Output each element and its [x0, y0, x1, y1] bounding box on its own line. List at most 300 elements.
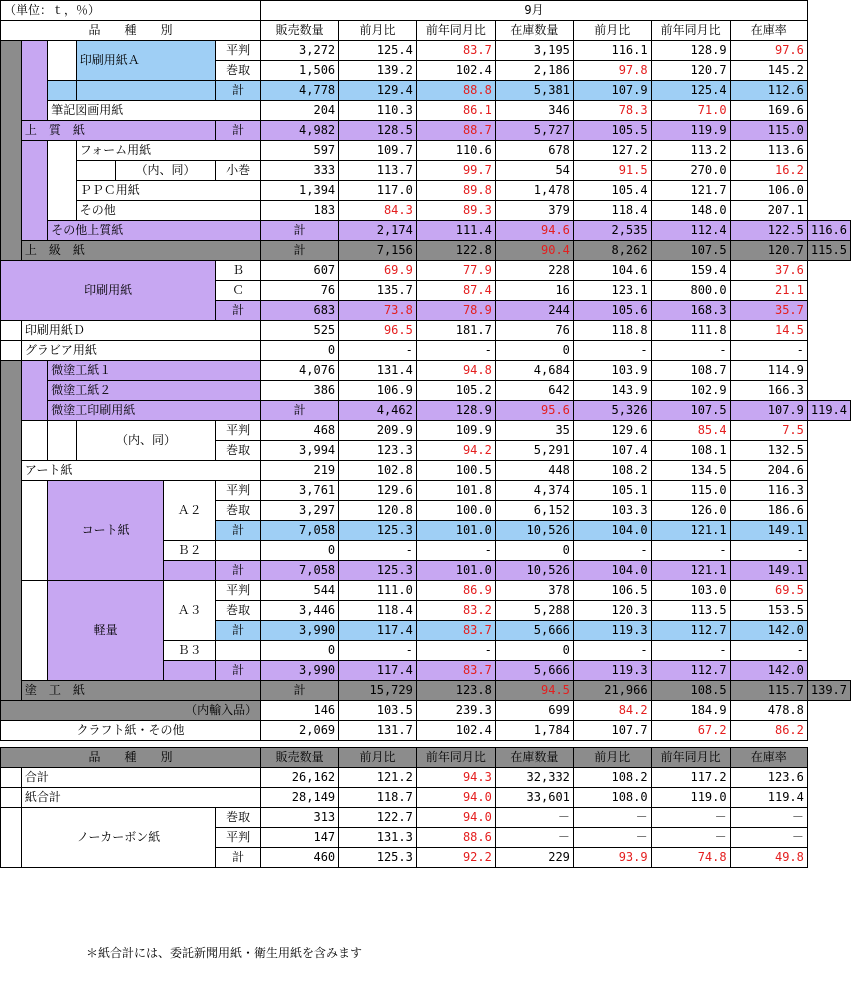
table-row-value: 119.4 — [730, 788, 807, 808]
table-row-value: 83.7 — [416, 661, 495, 681]
table-row-value: 108.1 — [651, 441, 730, 461]
row-label-kei: 計 — [216, 521, 261, 541]
table-row — [1, 121, 851, 141]
row-label-bitoko2: 微塗工紙２ — [48, 381, 261, 401]
table-row-value: 183 — [261, 201, 339, 221]
table-row-value: 119.4 — [807, 401, 850, 421]
table-row-value: 102.8 — [339, 461, 417, 481]
table-row-value: 69.9 — [339, 261, 417, 281]
table-row-value: 37.6 — [730, 261, 807, 281]
table-row-value: 94.0 — [416, 788, 495, 808]
table-row-value: 83.7 — [416, 621, 495, 641]
table-row-value: 121.1 — [651, 561, 730, 581]
table-row — [1, 401, 851, 421]
col-stock-mom: 前月比 — [573, 21, 651, 41]
table-row-value: 104.0 — [573, 521, 651, 541]
table-row-value: 101.0 — [416, 561, 495, 581]
table-row-value: - — [339, 641, 417, 661]
table-row-value: 117.4 — [339, 661, 417, 681]
table-row-value: 3,990 — [261, 661, 339, 681]
group-bar — [48, 41, 77, 81]
table-row-value: 71.0 — [651, 101, 730, 121]
table-row — [1, 41, 851, 61]
table-row — [1, 321, 851, 341]
table-row-value: 131.7 — [339, 721, 417, 741]
table-row-value: 132.5 — [730, 441, 807, 461]
table-row-value: 683 — [261, 301, 339, 321]
table-row-value: 8,262 — [573, 241, 651, 261]
table-row-value: 74.8 — [651, 848, 730, 868]
table-row-value: 117.2 — [651, 768, 730, 788]
row-label-kei: 計 — [261, 401, 339, 421]
group-bar — [21, 581, 47, 681]
table-row-value: - — [416, 341, 495, 361]
row-label-hiraban: 平判 — [216, 581, 261, 601]
footnote: ＊紙合計には、委託新聞用紙・衛生用紙を含みます — [86, 946, 363, 960]
table-row-value: 111.4 — [416, 221, 495, 241]
table-row-value: 204 — [261, 101, 339, 121]
table-row-value: 120.7 — [651, 61, 730, 81]
table-row-value: 379 — [495, 201, 573, 221]
table-row-value: 107.5 — [651, 241, 730, 261]
group-bar — [164, 661, 216, 681]
table-row-value: 123.6 — [730, 768, 807, 788]
row-label-kei: 計 — [216, 81, 261, 101]
col-stock-qty: 在庫数量 — [495, 21, 573, 41]
table-row-value: 642 — [495, 381, 573, 401]
table-row-value: 85.4 — [651, 421, 730, 441]
table-row-value: 54 — [495, 161, 573, 181]
table-row-value: 110.6 — [416, 141, 495, 161]
row-label-ppc: ＰＰＣ用紙 — [76, 181, 260, 201]
table-row — [1, 361, 851, 381]
row-label-coat: コート紙 — [48, 481, 164, 581]
group-bar — [1, 341, 22, 361]
table-row-value: 115.0 — [651, 481, 730, 501]
table-row-value: 239.3 — [416, 701, 495, 721]
table-row-value: 100.0 — [416, 501, 495, 521]
table-row-value: 131.4 — [339, 361, 417, 381]
table-row-value: 5,381 — [495, 81, 573, 101]
table-row-value: 109.9 — [416, 421, 495, 441]
group-bar — [21, 421, 47, 461]
row-label-insatsu: 印刷用紙 — [1, 261, 216, 321]
table-row-value: 219 — [261, 461, 339, 481]
table-row-value: 95.6 — [495, 401, 573, 421]
row-label-kei: 計 — [261, 241, 339, 261]
table-row-value: 147 — [261, 828, 339, 848]
row-label-kei: 計 — [261, 681, 339, 701]
table-row-value: 49.8 — [730, 848, 807, 868]
group-bar — [1, 808, 22, 868]
table-row-value: - — [573, 541, 651, 561]
table-row-value: 207.1 — [730, 201, 807, 221]
table-row-value: 97.6 — [730, 41, 807, 61]
table-row-value: 3,272 — [261, 41, 339, 61]
group-bar — [76, 161, 115, 181]
table-row-value: 16.2 — [730, 161, 807, 181]
table-row-value: 125.4 — [339, 41, 417, 61]
table-row-value: 4,076 — [261, 361, 339, 381]
table-row-value: 108.0 — [573, 788, 651, 808]
table-row-value: 112.4 — [651, 221, 730, 241]
table-row-value: 125.4 — [651, 81, 730, 101]
table-row-value: 2,174 — [339, 221, 417, 241]
table-row-value: 107.5 — [651, 401, 730, 421]
table-row-value: 97.8 — [573, 61, 651, 81]
group-bar — [48, 421, 77, 461]
row-label-b2: Ｂ２ — [164, 541, 216, 561]
table-row-value: 120.3 — [573, 601, 651, 621]
table-row-value: 21.1 — [730, 281, 807, 301]
table-row-value: 117.0 — [339, 181, 417, 201]
table-row-value: 99.7 — [416, 161, 495, 181]
row-label-bitoko_insatsu: 微塗工印刷用紙 — [48, 401, 261, 421]
unit-row — [1, 1, 851, 21]
row-label-kei: 計 — [216, 848, 261, 868]
table-row-value: － — [730, 828, 807, 848]
group-bar — [1, 321, 22, 341]
table-row — [1, 581, 851, 601]
table-row-value: 129.6 — [339, 481, 417, 501]
row-label-insatsu_a: 印刷用紙Ａ — [76, 41, 215, 81]
group-bar — [21, 361, 47, 421]
table-row-value: 21,966 — [573, 681, 651, 701]
row-label-a2: Ａ２ — [164, 481, 216, 541]
table-row-value: 88.8 — [416, 81, 495, 101]
table-row-value: 3,297 — [261, 501, 339, 521]
table-row-value: 1,478 — [495, 181, 573, 201]
column-header: 前年同月比 — [651, 748, 730, 768]
row-label-kei: 計 — [216, 301, 261, 321]
table-row-value: 115.0 — [730, 121, 807, 141]
table-row-value: 28,149 — [261, 788, 339, 808]
table-row-value: 76 — [261, 281, 339, 301]
group-bar — [21, 41, 47, 121]
table-row-value: 113.7 — [339, 161, 417, 181]
table-row-value: 107.7 — [573, 721, 651, 741]
table-row-value: 607 — [261, 261, 339, 281]
table-row-value: 4,778 — [261, 81, 339, 101]
table-row-value: 116.1 — [573, 41, 651, 61]
table-row-value: 1,784 — [495, 721, 573, 741]
table-row-value: 106.0 — [730, 181, 807, 201]
table-row-value: 244 — [495, 301, 573, 321]
table-row-value: 120.7 — [730, 241, 807, 261]
table-row-value: 10,526 — [495, 521, 573, 541]
table-row-value: 143.9 — [573, 381, 651, 401]
table-row-value: 89.3 — [416, 201, 495, 221]
row-label-gravure: グラビア用紙 — [21, 341, 260, 361]
table-row-value: 204.6 — [730, 461, 807, 481]
table-row-value: 129.4 — [339, 81, 417, 101]
table-row-value: 106.5 — [573, 581, 651, 601]
table-row-value: 78.9 — [416, 301, 495, 321]
table-row-value: 94.0 — [416, 808, 495, 828]
table-row-value: 149.1 — [730, 561, 807, 581]
table-row-value: 78.3 — [573, 101, 651, 121]
table-row-value: 118.4 — [573, 201, 651, 221]
month-header: 9月 — [261, 1, 808, 21]
table-row-value: 184.9 — [651, 701, 730, 721]
table-row-value: 111.8 — [651, 321, 730, 341]
table-row-value: 116.3 — [730, 481, 807, 501]
table-row — [1, 201, 851, 221]
table-row-value: 209.9 — [339, 421, 417, 441]
row-label-makitori: 巻取 — [216, 441, 261, 461]
column-header: 前年同月比 — [416, 748, 495, 768]
table-row-value: 597 — [261, 141, 339, 161]
row-label-hiraban: 平判 — [216, 828, 261, 848]
table-row-value: － — [651, 828, 730, 848]
table-row-value: 129.6 — [573, 421, 651, 441]
table-row-value: 117.4 — [339, 621, 417, 641]
row-label-art: アート紙 — [21, 461, 260, 481]
table-row-value: 94.2 — [416, 441, 495, 461]
table-row-value: 699 — [495, 701, 573, 721]
table-row-value: 7.5 — [730, 421, 807, 441]
table-row-value: 525 — [261, 321, 339, 341]
table-row-value: 127.2 — [573, 141, 651, 161]
table-row-value: 4,462 — [339, 401, 417, 421]
table-row-value: 123.3 — [339, 441, 417, 461]
table-row-value: 89.8 — [416, 181, 495, 201]
table-row-value: 115.7 — [730, 681, 807, 701]
table-row-value: 90.4 — [495, 241, 573, 261]
table-row — [1, 101, 851, 121]
row-label-bitoko1: 微塗工紙１ — [48, 361, 261, 381]
table-row-value: 4,684 — [495, 361, 573, 381]
table-row-value: 0 — [495, 541, 573, 561]
table-row-value: 145.2 — [730, 61, 807, 81]
table-row-value: 478.8 — [730, 701, 807, 721]
table-row-value: 122.8 — [416, 241, 495, 261]
table-row-value: - — [730, 641, 807, 661]
table-row-value: - — [573, 341, 651, 361]
group-bar — [164, 561, 216, 581]
row-label-kraft: クラフト紙・その他 — [1, 721, 261, 741]
group-bar — [21, 141, 47, 241]
table-row-value: 106.9 — [339, 381, 417, 401]
row-label-kei: 計 — [216, 661, 261, 681]
group-bar — [48, 141, 77, 221]
table-row-value: 116.6 — [807, 221, 850, 241]
table-row-value: 134.5 — [651, 461, 730, 481]
table-row-value: 103.3 — [573, 501, 651, 521]
table-row-value: 166.3 — [730, 381, 807, 401]
table-row-value: 113.2 — [651, 141, 730, 161]
table-row-value: 146 — [261, 701, 339, 721]
table-row-value: 86.1 — [416, 101, 495, 121]
table-row-value: - — [339, 541, 417, 561]
table-row-value: 15,729 — [339, 681, 417, 701]
table-row-value: 229 — [495, 848, 573, 868]
row-label-sonota: その他 — [76, 201, 260, 221]
table-row-value: 10,526 — [495, 561, 573, 581]
table-row-value: 228 — [495, 261, 573, 281]
table-row-value: 149.1 — [730, 521, 807, 541]
row-label-form: フォーム用紙 — [76, 141, 260, 161]
table-row — [1, 341, 851, 361]
table-row-value: 91.5 — [573, 161, 651, 181]
table-row-value: 105.2 — [416, 381, 495, 401]
table-row-value: － — [651, 808, 730, 828]
table-row-value: 333 — [261, 161, 339, 181]
table-row-value: 102.9 — [651, 381, 730, 401]
column-header: 在庫率 — [730, 748, 807, 768]
row-label-kei: 計 — [216, 561, 261, 581]
table-row-value: 122.7 — [339, 808, 417, 828]
table-row-value: 119.3 — [573, 661, 651, 681]
table-row-value: 131.3 — [339, 828, 417, 848]
table-row — [1, 381, 851, 401]
table-row-value: 105.6 — [573, 301, 651, 321]
table-row-value: 35.7 — [730, 301, 807, 321]
table-row-value: 121.7 — [651, 181, 730, 201]
row-label-b: Ｂ — [216, 261, 261, 281]
table-row-value: 142.0 — [730, 621, 807, 641]
row-label-noncarbon: ノーカーボン紙 — [21, 808, 215, 868]
table-row-value: - — [651, 541, 730, 561]
row-label-makitori: 巻取 — [216, 808, 261, 828]
spacer-row — [1, 741, 851, 748]
col-stock-yoy: 前年同月比 — [651, 21, 730, 41]
table-row-value: 386 — [261, 381, 339, 401]
table-row-value: 1,506 — [261, 61, 339, 81]
table-row-value: 100.5 — [416, 461, 495, 481]
group-bar — [216, 641, 261, 661]
table-row-value: 94.3 — [416, 768, 495, 788]
table-row-value: 468 — [261, 421, 339, 441]
table-row-value: 2,535 — [573, 221, 651, 241]
table-row-value: 96.5 — [339, 321, 417, 341]
row-label-hiraban: 平判 — [216, 41, 261, 61]
table-row-value: 346 — [495, 101, 573, 121]
table-row-value: - — [416, 541, 495, 561]
table-row-value: 14.5 — [730, 321, 807, 341]
table-row-value: 3,446 — [261, 601, 339, 621]
table-row-value: 77.9 — [416, 261, 495, 281]
table-row-value: 128.9 — [416, 401, 495, 421]
table-row-value: - — [730, 541, 807, 561]
table-row-value: 169.6 — [730, 101, 807, 121]
row-label-insatsu_d: 印刷用紙Ｄ — [21, 321, 260, 341]
table-row-value: 168.3 — [651, 301, 730, 321]
table-row-value: 84.3 — [339, 201, 417, 221]
table-row-value: 112.6 — [730, 81, 807, 101]
row-label-kami_gokei: 紙合計 — [21, 788, 260, 808]
row-label-toko: 塗 工 紙 — [21, 681, 260, 701]
table-row-value: 88.7 — [416, 121, 495, 141]
table-row-value: 0 — [495, 641, 573, 661]
unit-label: （単位：ｔ，％） — [1, 1, 261, 21]
table-row-value: 88.6 — [416, 828, 495, 848]
table-row-value: 5,326 — [573, 401, 651, 421]
table-row-value: 94.8 — [416, 361, 495, 381]
table-row-value: 107.9 — [573, 81, 651, 101]
table-row — [1, 721, 851, 741]
table-row-value: 104.6 — [573, 261, 651, 281]
table-row-value: - — [730, 341, 807, 361]
table-row-value: 101.0 — [416, 521, 495, 541]
kind-header: 品 種 別 — [1, 21, 261, 41]
table-row-value: － — [730, 808, 807, 828]
table-row-value: 2,186 — [495, 61, 573, 81]
group-bar — [76, 81, 215, 101]
table-row-value: 186.6 — [730, 501, 807, 521]
col-mom: 前月比 — [339, 21, 417, 41]
table-row-value: 3,994 — [261, 441, 339, 461]
table-row-value: 103.5 — [339, 701, 417, 721]
row-label-kei: 計 — [216, 621, 261, 641]
table-row-value: 73.8 — [339, 301, 417, 321]
row-label-kei: 計 — [261, 221, 339, 241]
table-row-value: 83.7 — [416, 41, 495, 61]
column-header: 在庫数量 — [495, 748, 573, 768]
group-bar — [48, 81, 77, 101]
table-row-value: 118.4 — [339, 601, 417, 621]
table-row-value: 87.4 — [416, 281, 495, 301]
table-row-value: 139.2 — [339, 61, 417, 81]
table-row-value: 128.5 — [339, 121, 417, 141]
table-row-value: 3,195 — [495, 41, 573, 61]
table-row-value: 3,990 — [261, 621, 339, 641]
table-row-value: 448 — [495, 461, 573, 481]
table-row-value: 32,332 — [495, 768, 573, 788]
table-row-value: - — [651, 641, 730, 661]
table-row-value: 108.5 — [651, 681, 730, 701]
table-row-value: 800.0 — [651, 281, 730, 301]
table-row-value: 92.2 — [416, 848, 495, 868]
table-row — [1, 481, 851, 501]
table-row-value: - — [416, 641, 495, 661]
table-row-value: 128.9 — [651, 41, 730, 61]
table-row-value: 103.9 — [573, 361, 651, 381]
table-row-value: 270.0 — [651, 161, 730, 181]
table-row-value: 113.6 — [730, 141, 807, 161]
row-label-gokei: 合計 — [21, 768, 260, 788]
table-row — [1, 81, 851, 101]
table-row-value: 86.9 — [416, 581, 495, 601]
table-row-value: 7,058 — [261, 561, 339, 581]
table-row-value: 101.8 — [416, 481, 495, 501]
table-row-value: 4,982 — [261, 121, 339, 141]
col-yoy: 前年同月比 — [416, 21, 495, 41]
table-row-value: 118.8 — [573, 321, 651, 341]
table-row-value: 126.0 — [651, 501, 730, 521]
table-row-value: － — [495, 808, 573, 828]
table-row — [1, 161, 851, 181]
group-bar — [1, 788, 22, 808]
row-label-a3: Ａ３ — [164, 581, 216, 641]
column-header: 前月比 — [573, 748, 651, 768]
group-bar — [216, 541, 261, 561]
table-row-value: 6,152 — [495, 501, 573, 521]
table-row — [1, 261, 851, 281]
kind-header-2: 品 種 別 — [1, 748, 261, 768]
table-row-value: 108.7 — [651, 361, 730, 381]
table-row-value: 5,727 — [495, 121, 573, 141]
table-row-value: 107.4 — [573, 441, 651, 461]
table-row-value: 83.2 — [416, 601, 495, 621]
table-row-value: 2,069 — [261, 721, 339, 741]
table-row — [1, 768, 851, 788]
table-row-value: 104.0 — [573, 561, 651, 581]
table-row — [1, 701, 851, 721]
table-row-value: 121.1 — [651, 521, 730, 541]
table-row — [1, 221, 851, 241]
table-row-value: - — [339, 341, 417, 361]
